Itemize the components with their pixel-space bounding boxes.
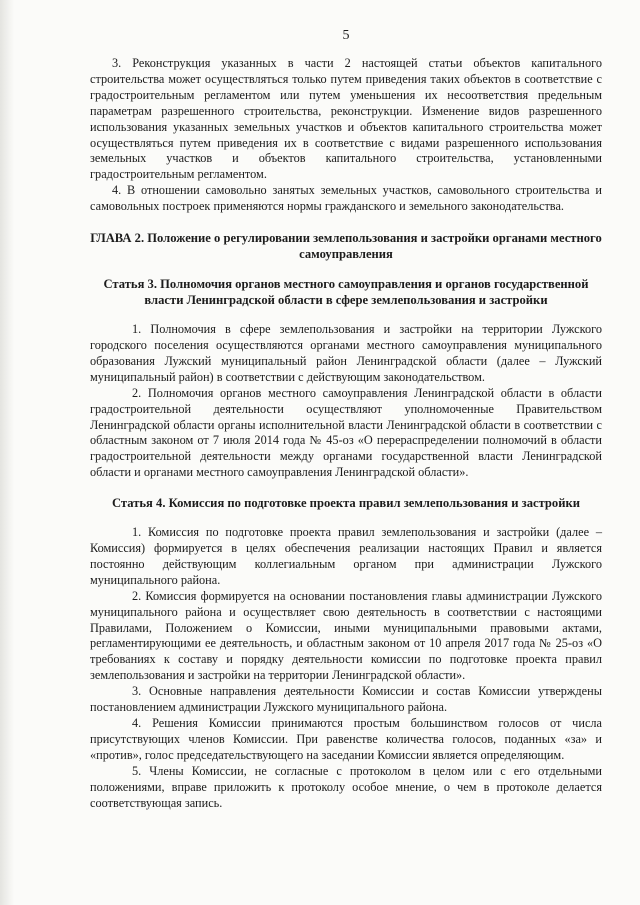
article-3-title: Статья 3. Полномочия органов местного самоуправления и органов государственной власти Ленинградской области в сфере землепользования и застройки (103, 277, 589, 308)
paragraph-reconstruction: 3. Реконструкция указанных в части 2 настоящей статьи объектов капитального строительства может осуществляться только путем приведения таких объектов в соответствие с градостроительным регламентом или путем уменьшения их несоответствия предельным параметрам разрешенного строительства, реконструкции. Изменение видов разрешенного использования указанных земельных участков и объектов капитального строительства может осуществляться путем приведения их в соответствие с видами разрешенного использования земельных участков и объектов капитального строительства, установленными градостроительным регламентом. (90, 56, 602, 182)
article-4-paragraph-4: 4. Решения Комиссии принимаются простым большинством голосов от числа присутствующих членов Комиссии. При равенстве количества голосов, поданных «за» и «против», голос председательствующего на заседании Комиссии является определяющим. (90, 716, 602, 762)
page-number: 5 (342, 28, 350, 43)
article-3-paragraph-1: 1. Полномочия в сфере землепользования и застройки на территории Лужского городского поселения осуществляются органами местного самоуправления муниципального образования Лужский муниципальный район Ленинградской области (далее – Лужский муниципальный район) в соответствии с действующим законодательством. (90, 322, 602, 384)
paragraph-self-occupied-land: 4. В отношении самовольно занятых земельных участков, самовольного строительства и самовольных построек применяются нормы гражданского и земельного законодательства. (90, 183, 602, 214)
article-4-paragraph-3: 3. Основные направления деятельности Комиссии и состав Комиссии утверждены постановлением администрации Лужского муниципального района. (90, 684, 602, 715)
article-4-paragraph-5: 5. Члены Комиссии, не согласные с протоколом в целом или с его отдельными положениями, вправе приложить к протоколу особое мнение, о чем в протоколе делается соответствующая запись. (90, 763, 602, 810)
chapter-title: ГЛАВА 2. Положение о регулировании землепользования и застройки органами местного самоуправления (90, 231, 602, 262)
article-4-paragraph-1: 1. Комиссия по подготовке проекта правил землепользования и застройки (далее – Комиссия) формируется в целях обеспечения реализации настоящих Правил и является постоянно действующим коллегиальным органом при администрации Лужского муниципального района. (90, 525, 602, 587)
article-3-paragraph-2: 2. Полномочия органов местного самоуправления Ленинградской области в области градостроительной деятельности осуществляют уполномоченные Правительством Ленинградской области органы исполнительной власти Ленинградской области в соответствии с областным законом от 7 июля 2014 года № 45-оз «О перераспределении полномочий в области градостроительной деятельности между органами государственной власти Ленинградской области и органами местного самоуправления Ленинградской области». (90, 385, 602, 480)
article-4-title: Статья 4. Комиссия по подготовке проекта правил землепользования и застройки (111, 496, 581, 511)
article-4-paragraph-2: 2. Комиссия формируется на основании постановления главы администрации Лужского муниципального района и осуществляет свою деятельность в соответствии с настоящими Правилами, Положением о Комиссии, иными муниципальными правовыми актами, регламентирующими ее деятельность, и областным законом от 10 апреля 2017 года № 25-оз «О требованиях к составу и порядку деятельности комиссии по подготовке проекта правил землепользования и застройки на территории Ленинградской области». (90, 588, 602, 683)
